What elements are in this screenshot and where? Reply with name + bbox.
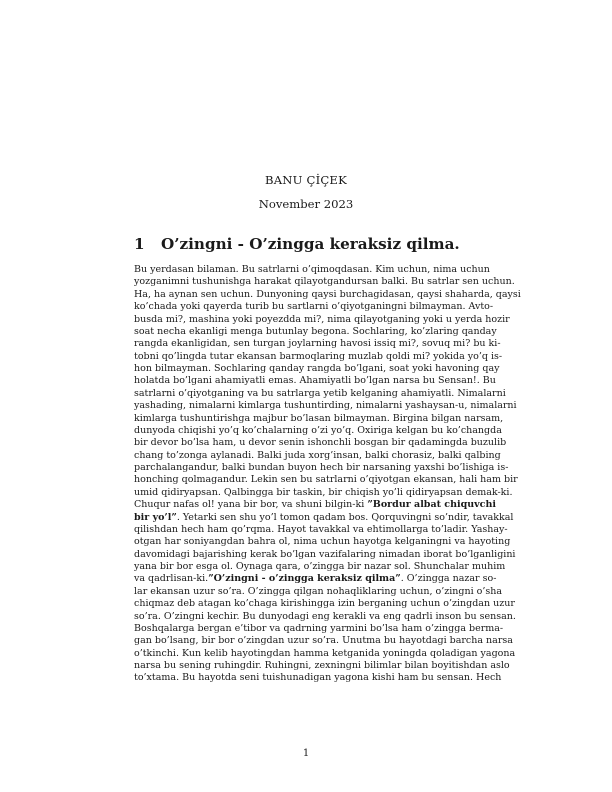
text-run: holatda bo’lgani ahamiyatli emas. Ahamiyatli bo’lgan narsa bu Sensan!. Bu xyxy=(134,375,496,387)
text-run: kimlarga tushuntirishga majbur bo’lasan bilmayman. Birgina bilgan narsam, xyxy=(134,412,504,424)
text-line xyxy=(134,375,496,387)
text-run: bir devor bo’lsa ham, u devor senin ishonchli bosgan bir qadamingda buzulib xyxy=(134,437,507,449)
text-run: otgan har soniyangdan bahra ol, nima uchun hayotga kelganingni va hayoting xyxy=(134,536,511,548)
text-line xyxy=(134,635,513,647)
text-run: davomidagi bajarishing kerak bo’lgan vazifalaring nimadan iborat bo’lganligini xyxy=(134,548,516,560)
text-run: honching qolmagandur. Lekin sen bu satrlarni o’qiyotgan ekansan, hali ham bir xyxy=(134,474,518,486)
text-run: . O’zingga nazar so- xyxy=(400,573,497,585)
text-run: Ha, ha aynan sen uchun. Dunyoning qaysi burchagidasan, qaysi shaharda, qaysi xyxy=(134,288,521,300)
text-run: chiqmaz deb atagan ko’chaga kirishingga izin berganing uchun o’zingdan uzur xyxy=(134,598,515,610)
page-number: 1 xyxy=(302,748,310,759)
text-line xyxy=(134,400,517,412)
text-line xyxy=(134,511,514,524)
section-number: 1 xyxy=(134,235,145,253)
text-run: dunyoda chiqishi yo’q ko’chalarning o’zi yo’q. Oxiriga kelgan bu ko’changda xyxy=(134,424,502,436)
text-run: qilishdan hech ham qo’rqma. Hayot tavakkal va ehtimollarga to’ladir. Yashay- xyxy=(134,523,508,535)
text-line xyxy=(134,486,513,499)
text-line xyxy=(134,363,500,375)
text-line xyxy=(134,325,497,338)
text-run: yozganimni tushunishga harakat qilayotgandursan balki. Bu satrlar sen uchun. xyxy=(134,276,515,288)
text-run: lar ekansan uzur so’ra. O’zingga qilgan nohaqliklaring uchun, o’zingni o’sha xyxy=(134,585,503,597)
text-line xyxy=(134,598,515,610)
text-run: hon bilmayman. Sochlaring qanday rangda bo’lgani, soat yoki havoning qay xyxy=(134,363,500,374)
text-line xyxy=(134,561,506,573)
text-run: narsa bu sening ruhingdir. Ruhingni, zexningni bilimlar bilan boyitishdan aslo xyxy=(134,660,510,671)
text-line xyxy=(134,622,504,635)
text-run: yana bir bor esga ol. Oynaga qara, o’zingga bir nazar sol. Shunchalar muhim xyxy=(134,561,506,572)
text-line xyxy=(134,660,510,672)
text-run: chang to’zonga aylanadi. Balki juda xorg’insan, balki chorasiz, balki qalbing xyxy=(134,449,501,461)
text-run: umid qidiryapsan. Qalbingga bir taskin, bir chiqish yo’li qidiryapsan demak-ki. xyxy=(134,486,513,498)
text-run: so’ra. O’zingni kechir. Bu dunyodagi eng kerakli va eng qadrli inson bu sensan. xyxy=(134,610,516,622)
text-line xyxy=(134,647,516,660)
text-run: busda mi?, mashina yoki poyezdda mi?, nima qilayotganing yoki u yerda hozir xyxy=(134,313,510,325)
text-line xyxy=(134,474,518,486)
document-date: November 2023 xyxy=(258,197,354,211)
text-line xyxy=(134,387,506,400)
text-line xyxy=(134,412,504,425)
text-line xyxy=(134,338,501,350)
text-run: Chuqur nafas ol! yana bir bor, va shuni bilgin-ki xyxy=(134,499,368,511)
text-line xyxy=(134,288,521,301)
text-line xyxy=(134,462,509,474)
text-run: gan bo’lsang, bir bor o’zingdan uzur so’ra. Unutma bu hayotdagi barcha narsa xyxy=(134,635,513,647)
body-text xyxy=(134,264,521,685)
text-run: o’tkinchi. Kun kelib hayotingdan hamma ketganida yoningda qoladigan yagona xyxy=(134,647,516,659)
text-run: to’xtama. Bu hayotda seni tuishunadigan yagona kishi ham bu sensan. Hech xyxy=(134,672,502,684)
text-run: Bu yerdasan bilaman. Bu satrlarni o’qimoqdasan. Kim uchun, nima uchun xyxy=(134,264,490,275)
text-line xyxy=(134,276,515,288)
section-heading xyxy=(134,235,460,253)
text-line xyxy=(134,313,510,326)
bold-text: bir yo’l” xyxy=(134,511,177,523)
text-line xyxy=(134,672,502,684)
text-run: Boshqalarga bergan e’tibor va qadrning yarmini bo’lsa ham o’zingga berma- xyxy=(134,622,504,634)
text-line xyxy=(134,437,507,449)
bold-text: ”O’zingni - o’zingga keraksiz qilma” xyxy=(208,573,401,585)
text-line xyxy=(134,499,496,511)
text-line xyxy=(134,301,494,313)
text-run: parchalangandur, balki bundan buyon hech bir narsaning yaxshi bo’lishiga is- xyxy=(134,462,509,473)
text-line xyxy=(134,350,503,363)
text-run: ko’chada yoki qayerda turib bu sartlarni o’qiyotganingni bilmayman. Avto- xyxy=(134,301,494,313)
text-run: tobni qo’lingda tutar ekansan barmoqlaring muzlab qoldi mi? yokida yo’q is- xyxy=(134,350,503,362)
text-line xyxy=(134,573,497,585)
bold-text: ”Bordur albat chiquvchi xyxy=(367,499,496,511)
section-title: O’zingni - O’zingga keraksiz qilma. xyxy=(161,235,460,253)
text-run: yashading, nimalarni kimlarga tushuntirding, nimalarni yashaysan-u, nimalarni xyxy=(134,400,517,412)
author-name: BANU ÇİÇEK xyxy=(265,173,347,187)
text-run: va qadrlisan-ki. xyxy=(134,573,209,585)
text-line xyxy=(134,264,490,276)
text-line xyxy=(134,548,516,561)
text-line xyxy=(134,424,502,437)
text-line xyxy=(134,449,501,462)
text-run: . Yetarki sen shu yo’l tomon qadam bos. Qorquvingni so’ndir, tavakkal xyxy=(176,511,514,523)
text-line xyxy=(134,523,508,536)
text-line xyxy=(134,610,516,623)
text-line xyxy=(134,536,511,548)
text-run: satrlarni o’qiyotganing va bu satrlarga yetib kelganing ahamiyatli. Nimalarni xyxy=(134,387,506,399)
text-line xyxy=(134,585,503,598)
text-run: soat necha ekanligi menga butunlay begona. Sochlaring, ko’zlaring qanday xyxy=(134,325,497,337)
text-run: rangda ekanligidan, sen turgan joylarning havosi issiq mi?, sovuq mi? bu ki- xyxy=(134,338,501,350)
